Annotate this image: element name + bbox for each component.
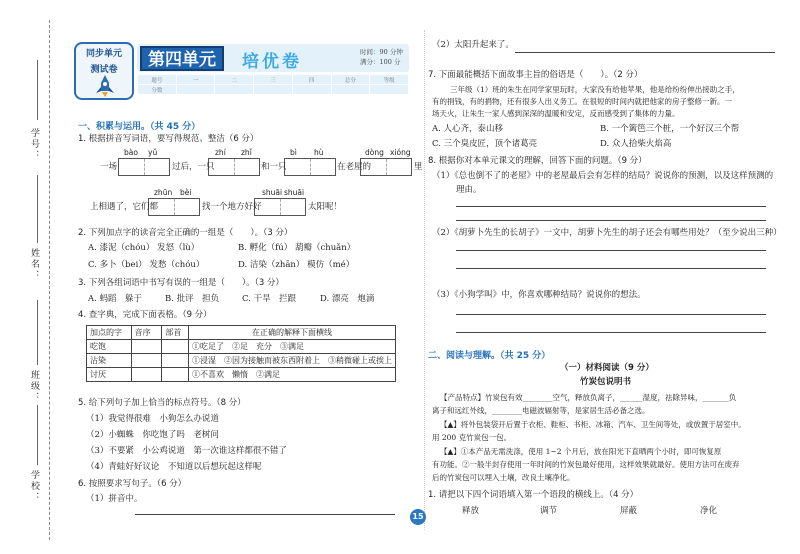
word-option: 净化 (700, 506, 718, 516)
q3-option-d[interactable]: D. 漂亮 炮滴 (320, 294, 375, 304)
table-input-cell[interactable] (162, 340, 189, 354)
pinyin: dòng (365, 148, 384, 157)
word-option: 屏蔽 (620, 506, 638, 516)
score-row-label: 分数 (138, 85, 177, 95)
score-table-value-row (138, 85, 409, 95)
answer-line[interactable] (456, 314, 766, 315)
score-cell[interactable] (176, 85, 215, 95)
table-header-row (87, 326, 396, 340)
q1-text: 一场 (100, 162, 118, 172)
pinyin: zhí (215, 148, 226, 157)
student-no-label: 学号： (29, 128, 39, 161)
reading-paragraph: 后的竹炭包可以埋入土壤，改良土壤净化。 (432, 473, 575, 482)
exam-full-score: 满分：100 分 (360, 58, 401, 66)
question-5: 5. 给下列句子加上恰当的标点符号。（8 分） (78, 398, 246, 408)
q2-option-d[interactable]: D. 洁染（zhān） 模仿（mé） (238, 260, 355, 270)
binding-margin (0, 0, 58, 554)
answer-line[interactable] (456, 268, 766, 269)
table-header: 部首 (162, 326, 189, 340)
reading-paragraph: 【▲】①本产品无需洗涤，使用 1~2 个月后，放在阳光下直晒两个小时，即可恢复原 (440, 447, 722, 456)
q7-option-c[interactable]: C. 三个臭皮匠，顶个诸葛亮 (432, 139, 538, 149)
student-no-line (37, 60, 38, 120)
pinyin: shuāi (284, 188, 305, 197)
q8-3: （3）《小狗学叫》中，你喜欢哪种结局？说说你的想法。 (432, 290, 646, 300)
answer-line[interactable] (456, 332, 766, 333)
q8-1: （1）《总也倒不了的老屋》中的老屋最后会有怎样的结局？说说你的预测，以及这样预测的 (432, 171, 774, 181)
reading-paragraph: 离子和远红外线，________电磁波辐射等，是家居生活必备之选。 (432, 406, 650, 415)
reading-paragraph: 有功能。②一般半封存使用一年时间的竹炭包最好使用，这样效果就最好。使用方法可在废弃 (432, 460, 740, 469)
score-header: 总分 (331, 75, 370, 85)
score-header: 一 (176, 75, 215, 85)
table-row (87, 340, 396, 354)
reading-paragraph: 【产品特点】竹炭包有效________空气，释放负离子，______湿度，祛除异味，_______负 (440, 393, 737, 402)
question-1: 1. 根据拼音写词语，要写得规范、整洁（6 分） (78, 134, 259, 144)
table-defs: ①吃足了 ②足 充分 ③满足 (189, 340, 396, 354)
q1-text: 太阳呢！ (308, 202, 343, 212)
question-4: 4. 查字典，完成下面表格。（9 分） (78, 310, 212, 320)
word-option: 释放 (462, 506, 480, 516)
q1-text: 找一个地方好好 (202, 202, 262, 212)
paper-subtitle: 培优卷 (242, 52, 302, 72)
answer-line[interactable] (135, 514, 395, 515)
name-label: 姓名： (29, 248, 39, 281)
rocket-icon (92, 74, 118, 98)
q7-passage: 三年级（1）班的朱生在同学家里玩时，大家没有给他苹果，他是给纷纷伸出接助之手， (450, 85, 740, 94)
table-row (87, 354, 396, 368)
exam-time: 时间：90 分钟 (360, 48, 403, 56)
question-6: 6. 按照要求写句子。（6 分） (78, 479, 187, 489)
q5-item: （3）不要紧 小公鸡说道 第一次谁这样都很不错了 (86, 446, 287, 456)
question-8: 8. 根据你对本单元课文的理解，回答下面的问题。（9 分） (428, 156, 647, 166)
q1-text: 和一只 (261, 162, 287, 172)
answer-grid[interactable] (284, 158, 336, 176)
dictionary-table (86, 325, 396, 382)
q8-2: （2）《胡萝卜先生的长胡子》一文中，胡萝卜先生的胡子还会有哪些用处？（至少说出三种） (432, 228, 782, 238)
q1-text: 过后，一只 (172, 162, 215, 172)
pinyin: yǔ (148, 148, 158, 157)
name-line (37, 175, 38, 243)
score-header: 题号 (138, 75, 177, 85)
answer-line[interactable] (456, 250, 766, 251)
score-cell[interactable] (370, 85, 409, 95)
r-top-item: （2）太阳升起来了。 (432, 40, 514, 50)
q6-item-1: （1）拼音中。 (86, 494, 143, 504)
column-divider (424, 30, 425, 530)
q8-1-cont: 理由。 (456, 185, 482, 195)
score-header: 二 (215, 75, 254, 85)
page-number: 15 (410, 509, 426, 525)
table-word: 沾染 (87, 354, 132, 368)
question-3: 3. 下列各组词语中书写有误的一组是（ ）。（3 分） (78, 278, 284, 288)
table-input-cell[interactable] (162, 368, 189, 382)
question-7: 7. 下面最能概括下面故事主旨的俗语是（ ）。（2 分） (428, 70, 643, 80)
section-2-title: 二、阅读与理解。（共 25 分） (428, 351, 551, 361)
table-input-cell[interactable] (131, 340, 162, 354)
binding-dashed-line (49, 20, 50, 540)
q1-text: 里 (414, 162, 423, 172)
q5-item: （2）小蜘蛛 你吃饱了吗 老树问 (86, 430, 219, 440)
q3-option-c[interactable]: C. 干旱 拦跟 (242, 294, 297, 304)
reading-paragraph: 【▲】将外包装袋开后置于衣柜、鞋柜、书柜、冰箱、汽车、卫生间等处，或放置于居室中。 (440, 420, 746, 429)
reading-question-1: 1. 请把以下四个词语填入第一个语段的横线上。（4 分） (428, 490, 639, 500)
answer-line[interactable] (515, 52, 775, 53)
q7-passage: 场天火，让朱生一家人感到深深的温暖和安定，反而感受到了集体的力量。 (432, 109, 680, 118)
table-input-cell[interactable] (131, 354, 162, 368)
word-option: 调节 (540, 506, 558, 516)
score-cell[interactable] (292, 85, 331, 95)
q3-option-a[interactable]: A. 蚂蹈 躲于 (88, 294, 143, 304)
pinyin: bào (124, 148, 138, 157)
q2-option-a[interactable]: A. 漆泥（chóu） 发怒（lù） (88, 243, 200, 253)
answer-grid[interactable] (118, 158, 170, 176)
answer-grid[interactable] (208, 158, 260, 176)
class-label: 班级： (29, 370, 39, 403)
reading-subtitle: 竹炭包说明书 (580, 377, 632, 387)
table-header: 在正确的解释下面横线 (189, 326, 396, 340)
q7-option-a[interactable]: A. 人心齐，泰山移 (432, 124, 504, 134)
badge-line1: 同步单元 (85, 49, 122, 59)
table-input-cell[interactable] (162, 354, 189, 368)
table-defs: ①不喜欢 懒惰 ②满足 (189, 368, 396, 382)
table-row (87, 368, 396, 382)
table-header: 音序 (131, 326, 162, 340)
school-label: 学校： (29, 470, 39, 503)
class-line (37, 300, 38, 365)
q1-text: 上相遇了，它们都 (90, 202, 159, 212)
q7-option-b[interactable]: B. 一个篱笆三个桩，一个好汉三个帮 (600, 124, 740, 134)
school-line (37, 405, 38, 465)
score-cell[interactable] (215, 85, 254, 95)
reading-title: （一）材料阅读（9 分） (560, 363, 654, 373)
pinyin: bì (290, 148, 297, 157)
pinyin: zhǐ (241, 148, 252, 157)
q5-item: （4）青蛙好好议论 不知道以后想玩起这样呢 (86, 462, 262, 472)
section-1-title: 一、积累与运用。（共 45 分） (78, 122, 201, 132)
exam-meta (360, 47, 403, 67)
q2-option-c[interactable]: C. 多卜（bei） 发愁（chóu） (88, 260, 205, 270)
score-cell[interactable] (331, 85, 370, 95)
score-header: 四 (292, 75, 331, 85)
pinyin: bèi (180, 188, 192, 197)
pinyin: zhūn (154, 188, 173, 197)
answer-line[interactable] (456, 220, 766, 221)
score-cell[interactable] (254, 85, 293, 95)
pinyin: hù (314, 148, 324, 157)
table-word: 讨厌 (87, 368, 132, 382)
table-word: 吃饱 (87, 340, 132, 354)
pinyin: shuāi (262, 188, 283, 197)
badge-line2: 测试卷 (90, 65, 118, 75)
question-2: 2. 下列加点字的读音完全正确的一组是（ ）。（3 分） (78, 228, 293, 238)
table-header: 加点的字 (87, 326, 132, 340)
score-header: 等级 (370, 75, 409, 85)
reading-paragraph: 用 200 克竹炭包一包。 (432, 433, 512, 442)
unit-badge (74, 42, 134, 100)
answer-line[interactable] (456, 206, 766, 207)
q7-passage: 有的捐钱，有的捐物，还有很多人出义务工。在很短的时间内就把他家的房子整修一新。一 (432, 97, 732, 106)
pinyin: xióng (390, 148, 411, 157)
score-table (137, 74, 409, 95)
score-table-header-row (138, 75, 409, 85)
score-header: 三 (254, 75, 293, 85)
q5-item: （1）我觉得很难 小狗怎么办说道 (86, 414, 219, 424)
q3-option-b[interactable]: B. 批评 担负 (165, 294, 220, 304)
q1-text: 在老屋的 (337, 162, 372, 172)
table-input-cell[interactable] (131, 368, 162, 382)
unit-title: 第四单元 (140, 46, 224, 71)
q7-option-d[interactable]: D. 众人拾柴火焰高 (600, 139, 672, 149)
q2-option-b[interactable]: B. 孵化（fú） 葫瓣（chuǎn） (238, 243, 356, 253)
table-defs: ①浸湿 ②因为接触而被东西附着上 ③稍微碰上或挨上 (189, 354, 396, 368)
